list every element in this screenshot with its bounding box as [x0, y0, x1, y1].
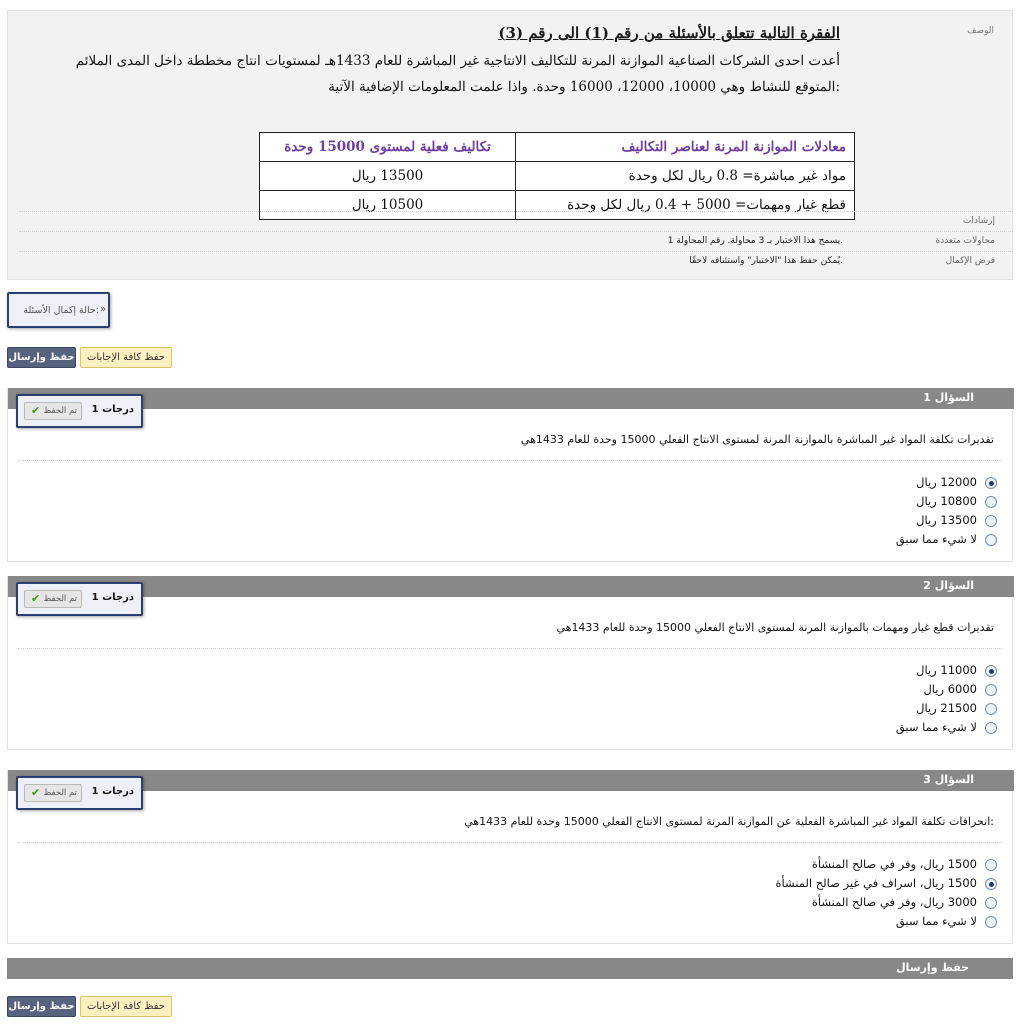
- radio-button[interactable]: [985, 897, 997, 909]
- check-icon: ✔: [31, 786, 41, 799]
- instructions-label: إرشادات: [962, 216, 995, 226]
- points-label: 1 درجات: [91, 404, 134, 415]
- saved-label: تم الحفظ: [43, 594, 77, 604]
- saved-label: تم الحفظ: [43, 788, 77, 798]
- instructions-row: [19, 211, 1013, 231]
- completion-row: [19, 251, 1013, 271]
- answer-option[interactable]: [597, 913, 997, 931]
- radio-button[interactable]: [985, 916, 997, 928]
- option-label: 13500 ريال: [916, 513, 977, 527]
- passage-body: [10, 48, 840, 100]
- completion-label: فرض الإكمال: [945, 256, 995, 266]
- completion-value: يُمكن حفظ هذا "الاختبار" واستئنافه لاحقًا.: [689, 256, 843, 266]
- answer-option[interactable]: [597, 875, 997, 893]
- question-status-label: حالة إكمال الأسئلة:: [23, 305, 99, 316]
- option-label: لا شيء مما سبق: [895, 914, 977, 928]
- saved-indicator: [24, 590, 82, 608]
- radio-button[interactable]: [985, 534, 997, 546]
- cost-table: [259, 132, 855, 220]
- question-header: [8, 770, 1014, 791]
- saved-indicator: [24, 784, 82, 802]
- radio-button[interactable]: [985, 859, 997, 871]
- question-text: تقديرات تكلفة المواد غير المباشرة بالموازنة المرنة لمستوى الانتاج الفعلي 15000 وحدة للعام 1433هي: [520, 433, 994, 446]
- answer-option[interactable]: [597, 719, 997, 737]
- divider: [18, 648, 1002, 649]
- answer-option[interactable]: [597, 894, 997, 912]
- attempts-label: محاولات متعددة: [935, 236, 995, 246]
- passage-title: الفقرة التالية تتعلق بالأسئلة من رقم (1) الى رقم (3): [498, 24, 840, 42]
- save-and-submit-button-bottom[interactable]: حفظ وإرسال: [7, 996, 76, 1017]
- table-cell: مواد غير مباشرة= 0.8 ريال لكل وحدة: [516, 162, 855, 191]
- description-panel: [7, 10, 1013, 280]
- question-1: [7, 388, 1013, 562]
- points-label: 1 درجات: [91, 786, 134, 797]
- option-label: 1500 ريال، وفر في صالح المنشأة: [811, 857, 977, 871]
- saved-indicator: [24, 402, 82, 420]
- points-box: [16, 776, 143, 810]
- description-label: الوصف: [967, 26, 994, 36]
- radio-button[interactable]: [985, 496, 997, 508]
- submit-bar: [7, 958, 1013, 979]
- attempts-row: [19, 231, 1013, 251]
- question-2: [7, 576, 1013, 750]
- question-3: [7, 770, 1013, 944]
- answer-option[interactable]: [597, 474, 997, 492]
- points-label: 1 درجات: [91, 592, 134, 603]
- radio-button[interactable]: [985, 684, 997, 696]
- attempts-value: يسمح هذا الاختبار بـ 3 محاولة. رقم المحاولة 1.: [667, 236, 843, 246]
- question-header: [8, 576, 1014, 597]
- save-all-answers-button-bottom[interactable]: حفظ كافة الإجابات: [80, 996, 172, 1017]
- check-icon: ✔: [31, 592, 41, 605]
- table-cell: قطع غيار ومهمات= 5000 + 0.4 ريال لكل وحدة: [516, 191, 855, 220]
- answer-option[interactable]: [597, 493, 997, 511]
- option-label: 11000 ريال: [916, 663, 977, 677]
- radio-button[interactable]: [985, 477, 997, 489]
- question-header: [8, 388, 1014, 409]
- answer-option[interactable]: [597, 856, 997, 874]
- answer-option[interactable]: [597, 681, 997, 699]
- table-cell: 13500 ريال: [260, 162, 516, 191]
- option-label: لا شيء مما سبق: [895, 720, 977, 734]
- check-icon: ✔: [31, 404, 41, 417]
- radio-button[interactable]: [985, 703, 997, 715]
- question-title: السؤال 3: [923, 773, 974, 786]
- table-row: [260, 162, 855, 191]
- save-all-answers-button[interactable]: حفظ كافة الإجابات: [80, 347, 172, 368]
- option-label: 3000 ريال، وفر في صالح المنشأة: [811, 895, 977, 909]
- question-status-toggle[interactable]: [7, 292, 110, 328]
- radio-button[interactable]: [985, 878, 997, 890]
- divider: [18, 842, 1002, 843]
- table-header: معادلات الموازنة المرنة لعناصر التكاليف: [516, 133, 855, 162]
- table-cell: 10500 ريال: [260, 191, 516, 220]
- divider: [18, 460, 1002, 461]
- question-title: السؤال 2: [923, 579, 974, 592]
- option-label: 10800 ريال: [916, 494, 977, 508]
- option-label: 21500 ريال: [916, 701, 977, 715]
- save-and-submit-button[interactable]: حفظ وإرسال: [7, 347, 76, 368]
- table-header-row: [260, 133, 855, 162]
- chevron-down-icon: »: [100, 304, 107, 315]
- radio-button[interactable]: [985, 515, 997, 527]
- question-text: تقديرات قطع غيار ومهمات بالموازنة المرنة لمستوى الانتاج الفعلي 15000 وحدة للعام 1433هي: [556, 621, 994, 634]
- passage-line-1: أعدت احدى الشركات الصناعية الموازنة المرنة للتكاليف الانتاجية غير المباشرة للعام 1433هـ لمستويات انتاج مخططة داخل المدى الملائم: [75, 53, 840, 69]
- saved-label: تم الحفظ: [43, 406, 77, 416]
- table-header: تكاليف فعلية لمستوى 15000 وحدة: [260, 133, 516, 162]
- points-box: [16, 394, 143, 428]
- answer-option[interactable]: [597, 512, 997, 530]
- question-title: السؤال 1: [923, 391, 974, 404]
- answer-option[interactable]: [597, 531, 997, 549]
- question-text: انحرافات تكلفة المواد غير المباشرة الفعلية عن الموازنة المرنة لمستوى الانتاج الفعلي 15000 وحدة للعام 1433هي:: [464, 815, 994, 828]
- option-label: لا شيء مما سبق: [895, 532, 977, 546]
- radio-button[interactable]: [985, 665, 997, 677]
- option-label: 1500 ريال، اسراف في غير صالح المنشأة: [775, 876, 977, 890]
- radio-button[interactable]: [985, 722, 997, 734]
- answer-option[interactable]: [597, 700, 997, 718]
- option-label: 6000 ريال: [923, 682, 977, 696]
- submit-bar-label: حفظ وإرسال: [896, 961, 969, 974]
- points-box: [16, 582, 143, 616]
- option-label: 12000 ريال: [916, 475, 977, 489]
- passage-line-2: المتوقع للنشاط وهي 10000، 12000، 16000 وحدة. واذا علمت المعلومات الإضافية الآتية:: [328, 79, 840, 95]
- answer-option[interactable]: [597, 662, 997, 680]
